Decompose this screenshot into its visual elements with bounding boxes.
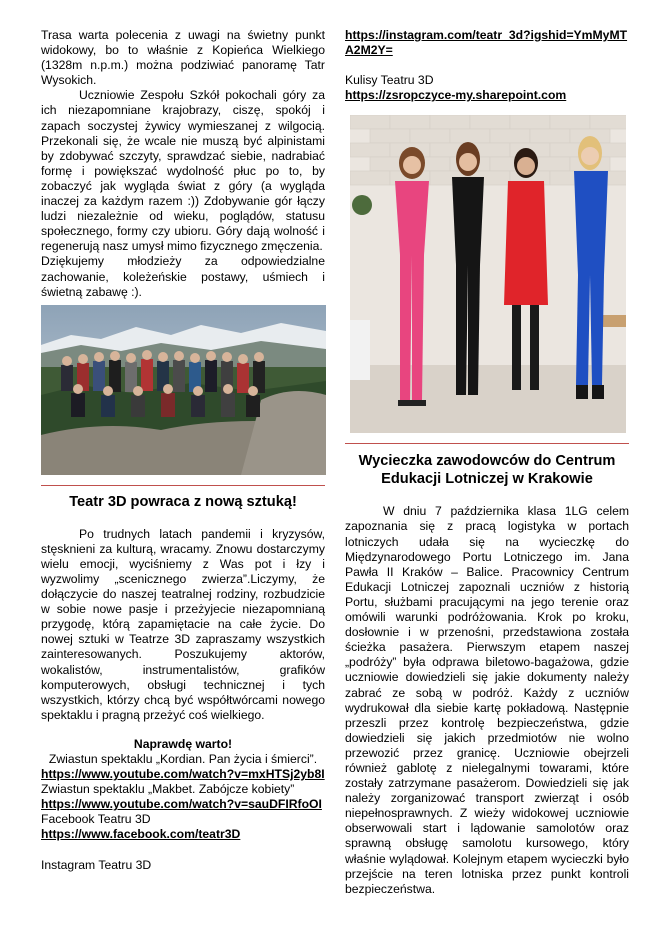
article-paragraph: W dniu 7 października klasa 1LG celem zapoznania się z pracą logistyka w portach lotniczych udała się na wycieczkę do Międzynarodowego Portu Lotniczego im. Jana Pawła II Kraków – Balice. Pracownicy Centrum Edukacji Lotniczej zapoznali uczniów z historią Portu, służbami pracującymi na jego terenie oraz omówili warunki podróżowania. Krok po kroku, dosłownie i w przenośni, przedstawiona została ścieżka pasażera. Pierwszym etapem naszej „podróży” była odprawa biletowo-bagażowa, gdzie uczniowie dowiedzieli się jakie dokumenty należy zabrać ze sobą w podróż. Każdy z uczniów wydrukował dla siebie kartę pokładową. Następnie przeszli przez kontrolę bezpieczeństwa, gdzie dowiedzieli się jakich przedmiotów nie wolno przewozić przez granicę. Uczniowie obejrzeli również gablotę z nielegalnymi towarami, które zostały zatrzymane pasażerom. Dowiedzieli się jak należy zorganizować transport zwierząt i osób niepełnosprawnych. Z wieży widokowej uczniowie obserwowali start i lądowanie samolotów oraz sprawną obsługę samolotu kursowego, który właśnie wylądował. Kolejnym etapem wycieczki było przejście na teren lotniska przez punkt kontroli bezpieczeństwa. (345, 504, 629, 896)
hike-paragraph-2: Uczniowie Zespołu Szkół pokochali góry za ich niezapomniane krajobrazy, ciszę, spokój i zapach soczystej żywicy wymieszanej z wilgocią. Przekonali się, że wcale nie muszą być alpinistami by zdobywać szczyty, sprawdzać siebie, nadrabiać formę i powiększać wydolność płuc po to, by zobaczyć jak wygląda świat z góry (a wygląda inaczej za każdym razem :)) Zdobywanie gór łączy ludzi niezależnie od wieku, poglądów, statusu społecznego, formy czy ubioru. Góry dają wolność i regenerują nasz umysł mimo fizycznego zmęczenia. (41, 88, 325, 254)
theatre-paragraph: Po trudnych latach pandemii i kryzysów, stęsknieni za kulturą, wracamy. Znowu dostarczymy wielu emocji, wyciśniemy z Was pot i łzy i wyzwolimy „scenicznego zwierza”.Liczymy, że dołączycie do naszej teatralnej rodziny, rozbudzicie w sobie nowe pasje i przeżyjecie niezapomnianą przygodę, którą zapamiętacie na całe życie. Do nowej sztuki w Teatrze 3D zapraszamy wszystkich zainteresowanych. Poszukujemy aktorów, wokalistów, instrumentalistów, grafików komputerowych, obsługi technicznej i tych wszystkich, którzy chcą być współtwórcami nowego spektaklu i pragną przeżyć coś wielkiego. (41, 526, 325, 722)
left-column (41, 28, 325, 873)
theatre-photo-illustration (350, 115, 626, 433)
theatre-heading: Teatr 3D powraca z nową sztuką! (69, 493, 297, 510)
hike-thanks-paragraph: Dziękujemy młodzieży za odpowiedzialne zachowanie, koleżeńskie postawy, uśmiech i świetną zabawę :). (41, 254, 325, 299)
section-divider (41, 485, 325, 486)
instagram-link[interactable]: https://instagram.com/teatr_3d?igshid=YmMyMTA2M2Y= (345, 28, 628, 58)
theatre-group-photo (350, 115, 626, 433)
facebook-label: Facebook Teatru 3D (41, 812, 151, 827)
backstage-label: Kulisy Teatru 3D (345, 73, 434, 88)
article-heading: Wycieczka zawodowców do Centrum Edukacji Lotniczej w Krakowie (358, 453, 616, 488)
right-column (345, 28, 629, 897)
instagram-label: Instagram Teatru 3D (41, 857, 152, 872)
worth-it-text: Naprawdę warto! (133, 736, 233, 751)
hike-paragraph-1: Trasa warta polecenia z uwagi na świetny punkt widokowy, bo to właśnie z Kopieńca Wielkiego (1328m n.p.m.) można podziwiać panoramę Tatr Wysokich. (41, 28, 325, 88)
trailer-2-label: Zwiastun spektaklu „Makbet. Zabójcze kobiety” (41, 782, 295, 797)
trailer-1-link[interactable]: https://www.youtube.com/watch?v=mxHTSj2yb8I (41, 767, 325, 782)
trailer-1-label: Zwiastun spektaklu „Kordian. Pan życia i śmierci”. (48, 752, 318, 766)
mountain-group-photo (41, 305, 326, 475)
facebook-link[interactable]: https://www.facebook.com/teatr3D (41, 827, 241, 842)
trailer-2-link[interactable]: https://www.youtube.com/watch?v=sauDFIRfoOI (41, 797, 322, 812)
section-divider-right (345, 443, 629, 444)
backstage-link[interactable]: https://zsropczyce-my.sharepoint.com (345, 88, 567, 103)
mountain-photo-illustration (41, 305, 326, 475)
